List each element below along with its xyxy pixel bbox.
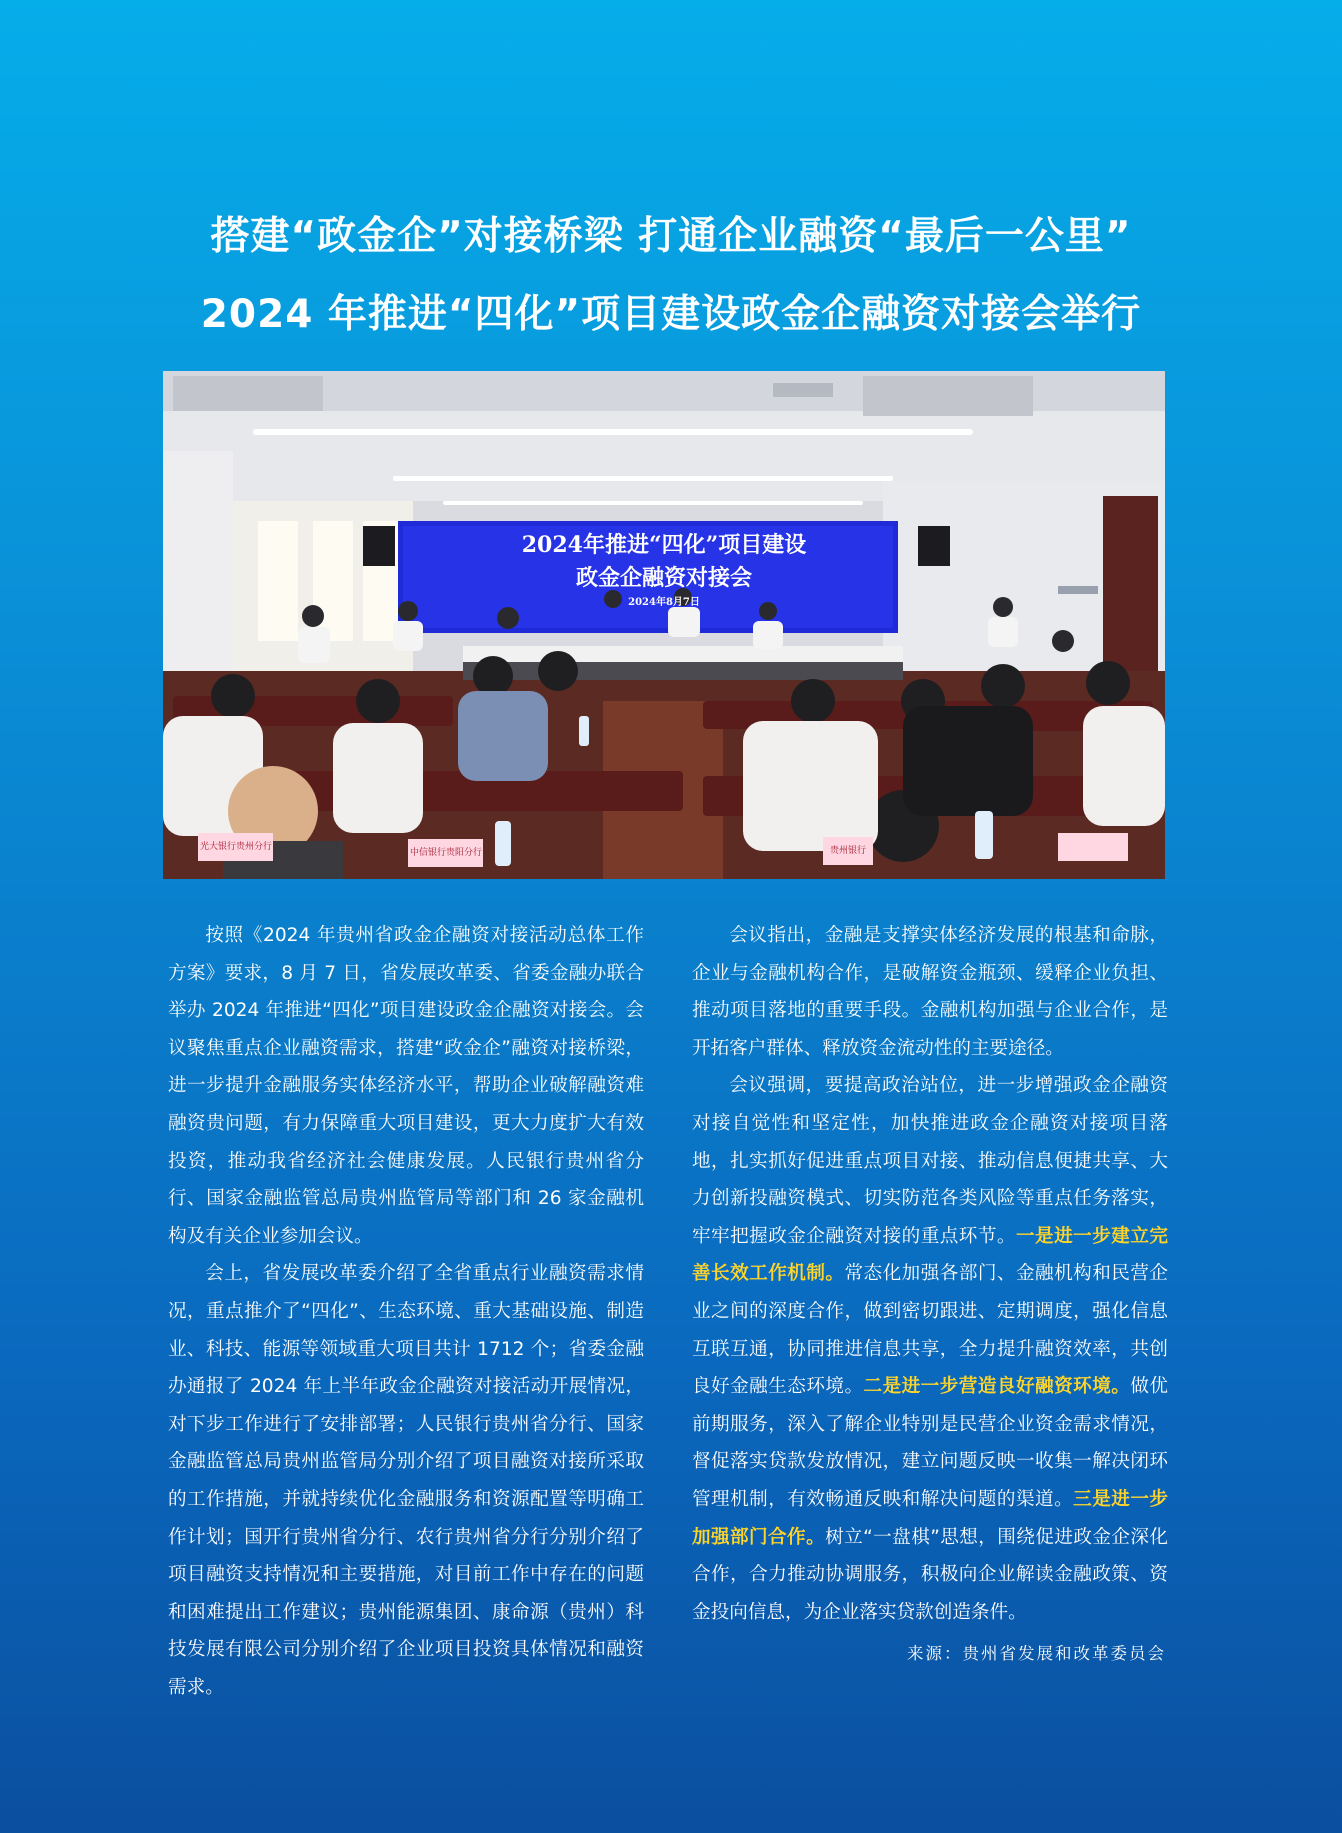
meeting-photo	[163, 371, 1165, 879]
screen-date: 2024年8月7日	[628, 597, 700, 608]
paragraph-text: 常态化加强各部门、金融机构和民营企业之间的深度合作，做到密切跟进、定期调度，强化信息互联互通，协同推进信息共享，全力提升融资效率，共创良好金融生态环境。	[692, 1263, 1168, 1398]
highlight-point-2: 二是进一步营造良好融资环境。	[863, 1376, 1131, 1398]
paragraph-text: 树立“一盘棋”思想，围绕促进政金企深化合作，合力推动协调服务，积极向企业解读金融政策、资金投向信息，为企业落实贷款创造条件。	[692, 1526, 1168, 1623]
article-left-column	[168, 917, 644, 1706]
paragraph-text: 会议强调，要提高政治站位，进一步增强政金企融资对接自觉性和坚定性，加快推进政金企融资对接项目落地，扎实抓好促进重点项目对接、推动信息便捷共享、大力创新投融资模式、切实防范各类风险等重点任务落实，牢牢把握政金企融资对接的重点环节。	[692, 1075, 1168, 1247]
nameplate-2: 中信银行贵阳分行	[410, 848, 482, 858]
paragraph: 按照《2024 年贵州省政金企融资对接活动总体工作方案》要求，8 月 7 日，省发展改革委、省委金融办联合举办 2024 年推进“四化”项目建设政金企融资对接会。会议聚焦重点企业融资需求，搭建“政金企”融资对接桥梁，进一步提升金融服务实体经济水平，帮助企业破解融资难融资贵问题，有力保障重大项目建设，更大力度扩大有效投资，推动我省经济社会健康发展。人民银行贵州省分行、国家金融监管总局贵州监管局等部门和 26 家金融机构及有关企业参加会议。	[168, 925, 644, 1247]
paragraph-text: 做优前期服务，深入了解企业特别是民营企业资金需求情况，督促落实贷款发放情况，建立问题反映一收集一解决闭环管理机制，有效畅通反映和解决问题的渠道。	[692, 1376, 1168, 1510]
highlight-point-1: 一是进一步建立完善长效工作机制。	[692, 1225, 1168, 1285]
headline-line-2: 2024 年推进“四化”项目建设政金企融资对接会举行	[200, 292, 1142, 337]
nameplate-1: 光大银行贵州分行	[200, 842, 272, 852]
screen-title-line-1: 2024年推进“四化”项目建设	[521, 532, 807, 558]
paragraph	[692, 1067, 1168, 1631]
paragraph: 会上，省发展改革委介绍了全省重点行业融资需求情况，重点推介了“四化”、生态环境、重大基础设施、制造业、科技、能源等领域重大项目共计 1712 个；省委金融办通报了 2024 年上半年政金企融资对接活动开展情况，对下步工作进行了安排部署；人民银行贵州省分行、国家金融监管总局贵州监管局分别介绍了项目融资对接所采取的工作措施，并就持续优化金融服务和资源配置等明确工作计划；国开行贵州省分行、农行贵州省分行分别介绍了项目融资支持情况和主要措施，对目前工作中存在的问题和困难提出工作建议；贵州能源集团、康命源（贵州）科技发展有限公司分别介绍了企业项目投资具体情况和融资需求。	[168, 1263, 644, 1698]
screen-title-line-2: 政金企融资对接会	[575, 565, 752, 591]
source-credit: 来源：贵州省发展和改革委员会	[907, 1644, 1166, 1663]
headline-line-1: 搭建“政金企”对接桥梁 打通企业融资“最后一公里”	[210, 214, 1132, 259]
article-right-column	[692, 917, 1168, 1631]
paragraph: 会议指出，金融是支撑实体经济发展的根基和命脉，企业与金融机构合作，是破解资金瓶颈、缓释企业负担、推动项目落地的重要手段。金融机构加强与企业合作，是开拓客户群体、释放资金流动性的主要途径。	[692, 925, 1168, 1059]
nameplate-3: 贵州银行	[829, 846, 866, 856]
highlight-point-3: 三是进一步加强部门合作。	[692, 1488, 1168, 1548]
